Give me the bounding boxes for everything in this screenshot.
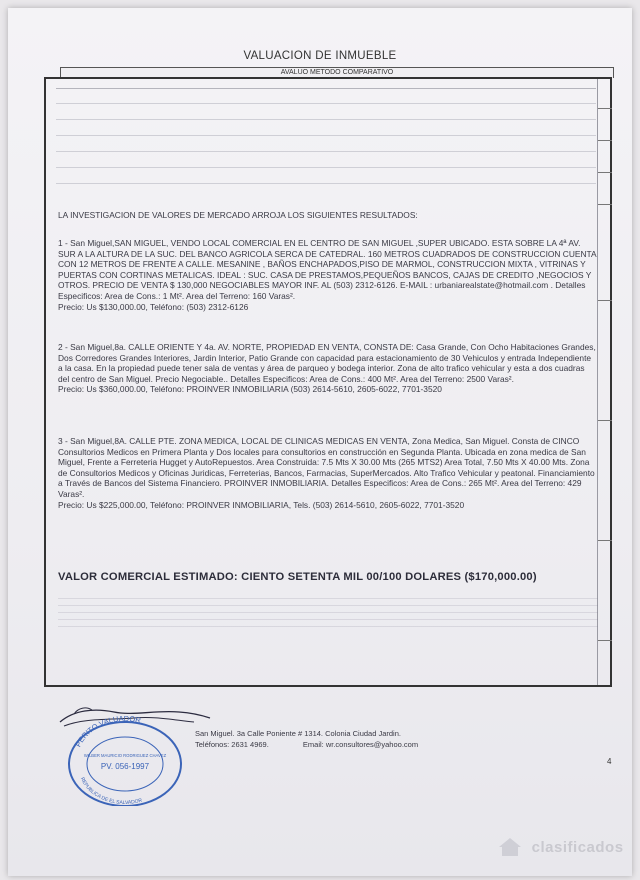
margin-tick [598,540,612,541]
document-subtitle: AVALUO METODO COMPARATIVO [60,67,614,78]
footer-address: San Miguel. 3a Calle Poniente # 1314. Colonia Ciudad Jardin. [195,729,401,738]
table-row [56,135,596,136]
faded-bleed-through-text [58,592,598,632]
table-row [56,183,596,184]
seal-ring-bottom: REPUBLICA DE EL SALVADOR [78,776,143,806]
footer-phones: Teléfonos: 2631 4969. [195,740,269,749]
svg-text:PERITO VALUADOR [73,716,142,748]
seal-ring-top: PERITO VALUADOR [73,716,142,749]
faded-comparison-table [56,88,596,209]
svg-text:REPUBLICA DE EL SALVADOR [79,776,143,806]
comparable-listing-1 [58,238,598,312]
table-row [56,167,596,168]
margin-tick [598,140,612,141]
listing-price: Precio: Us $360,000.00, Teléfono: PROINVER INMOBILIARIA (503) 2614-5610, 2605-6022, 7701-3520 [58,384,442,395]
footer-email: Email: wr.consultores@yahoo.com [302,740,419,749]
seal-registry: PV. 056-1997 [100,762,150,771]
watermark-logo [497,836,637,864]
listing-description: 1 - San Miguel,SAN MIGUEL, VENDO LOCAL COMERCIAL EN EL CENTRO DE SAN MIGUEL ,SUPER UBICADO. ESTA SOBRE LA 4ª AV. SUR A LA ALTURA DE LA SUC. DEL BANCO AGRICOLA SERCA DE CATEDRAL. 160 METROS CUADRADOS DE CONSTRUCCION CUENTA CON 12 METROS DE FRENTE A CALLE. MESANINE , BAÑOS ENCHAPADOS,PISO DE MARMOL, CONSTRUCCION MIXTA , VITRINAS Y PUERTAS CON CORTINAS METALICAS. IDEAL : SUC. CASA DE PRESTAMOS,PEQUEÑOS BANCOS, CAJAS DE CREDITO ,NEGOCIOS Y OTROS. PRECIO DE VENTA $ 130,000 NEGOCIABLES MAYOR INF. AL (503) 2312-6126. E-MAIL : urbaniarealstate@hotmail.com . Detalles Especificos: Area de Cons.: 1 Mt². Area del Terreno: 160 Varas². [58,238,597,301]
market-research-intro: LA INVESTIGACION DE VALORES DE MERCADO ARROJA LOS SIGUIENTES RESULTADOS: [58,210,418,220]
comparable-listing-2 [58,342,598,395]
listing-price: Precio: Us $225,000.00, Teléfono: PROINVER INMOBILIARIA, Tels. (503) 2614-5610, 2605-6022, 7701-3520 [58,499,465,510]
margin-tick [598,172,612,173]
listing-description: 3 - San Miguel,8A. CALLE PTE. ZONA MEDICA, LOCAL DE CLINICAS MEDICAS EN VENTA, Zona Medica, San Miguel. Consta de CINCO Consultorios Medicos en Primera Planta y Dos locales para consultorios en construcción en Segunda Planta. Ubicada en zona medica de San Miguel, Frente a Ferreteria Hugget y AutoRepuestos. Area Construida: 7.5 Mts X 30.00 Mts (265 MTS2) Area Total, 7.50 Mts X 40.00 Mts. Zona de Consultorios Medicos y Oficinas Juridicas, Ferreterias, Bancos, Farmacias, SuperMercados. Alto Trafico Vehicular y peatonal. Financiamiento a Través de Bancos del Sistema Financiero. PROINVER INMOBILIARIA. Detalles Especificos: Area de Cons.: 265 Mt². Area del Terreno: 429 Varas². [58,436,595,499]
footer-contact [195,728,418,750]
margin-tick [598,108,612,109]
table-row [56,119,596,120]
page-number: 4 [607,757,612,766]
margin-tick [598,640,612,641]
listing-description: 2 - San Miguel,8a. CALLE ORIENTE Y 4a. AV. NORTE, PROPIEDAD EN VENTA, CONSTA DE: Casa Grande, Con Ocho Habitaciones Grandes, Dos Corredores Grandes Interiores, Jardin Interior, Patio Grande con capacidad para estacionamiento de 30 Vehiculos y entrada Independiente a la casa. En la propiedad puede tener sala de ventas y área de parqueo y bodega interior. Zona de alto trafico vehicular y esta a dos cuadras del centro de San Miguel. Precio Negociable.. Detalles Especificos: Area de Cons.: 400 Mt². Area del Terreno: 2500 Varas². [58,342,596,384]
table-row [56,151,596,152]
estimated-commercial-value: VALOR COMERCIAL ESTIMADO: CIENTO SETENTA MIL 00/100 DOLARES ($170,000.00) [58,571,537,583]
watermark-text: clasificados [531,838,624,856]
margin-tick [598,420,612,421]
house-icon [497,836,523,858]
table-row [56,103,596,104]
document-title: VALUACION DE INMUEBLE [243,50,397,62]
seal-name: WILBER MAURICIO RODRIGUEZ CHAVEZ [83,753,167,758]
appraiser-seal-icon [55,716,195,806]
margin-tick [598,204,612,205]
comparable-listing-3 [58,436,598,510]
margin-tick [598,300,612,301]
listing-price: Precio: Us $130,000.00, Teléfono: (503) 2312-6126 [58,301,249,312]
